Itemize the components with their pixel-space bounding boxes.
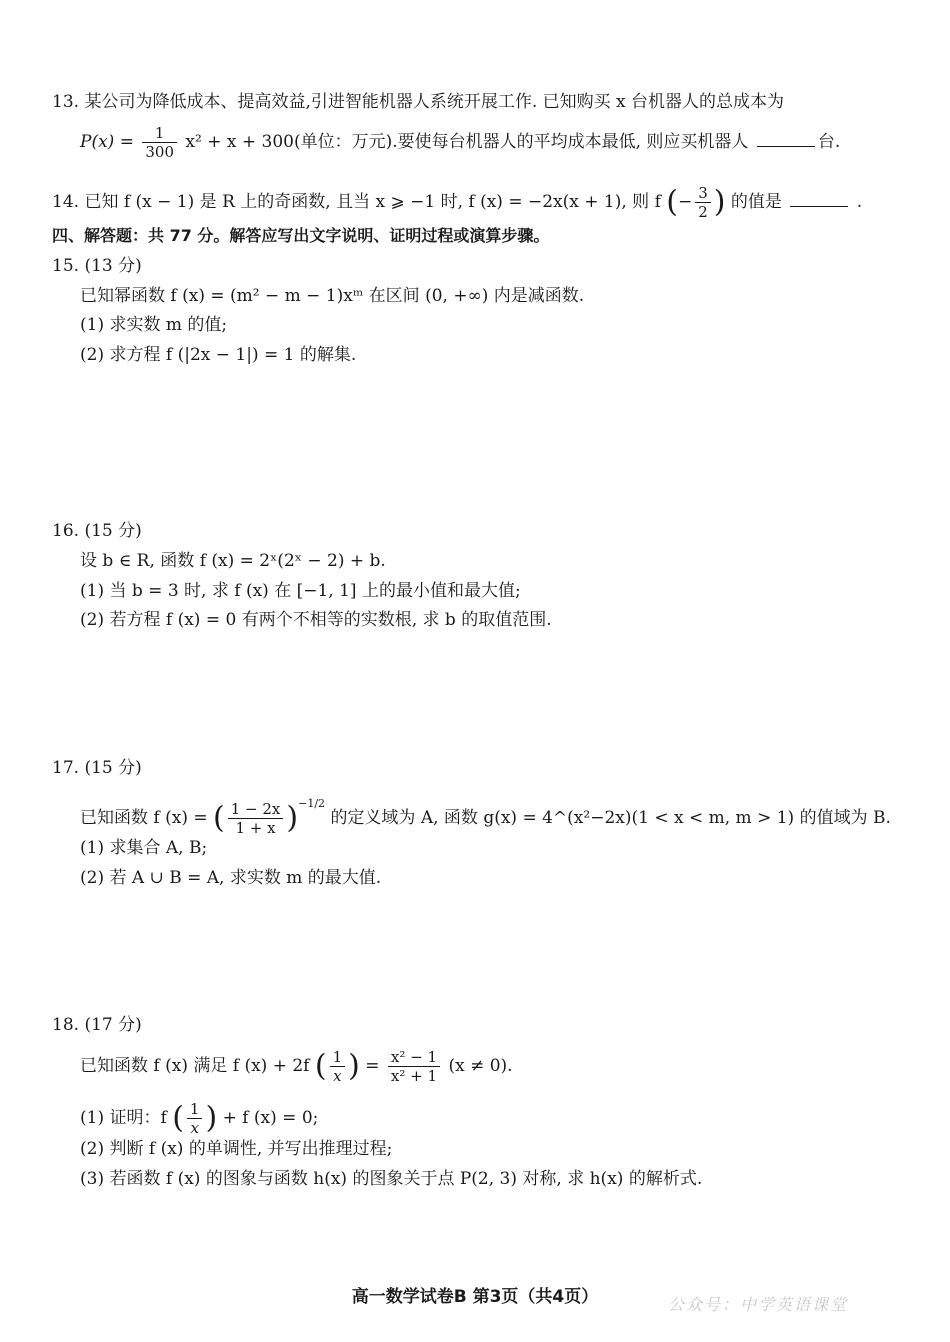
q18-head: 18. (17 分): [52, 1015, 142, 1035]
q14-paren-open: (: [666, 184, 678, 220]
q14-frac-den: 2: [698, 203, 708, 221]
q16-head: 16. (15 分): [52, 521, 142, 541]
q13-lhs: P(x) =: [80, 132, 134, 152]
q13-frac-den: 300: [145, 143, 174, 161]
q17-paren-open: (: [213, 800, 225, 836]
q14-frac-num: 3: [695, 184, 711, 203]
q13-rhs: x² + x + 300(单位：万元).要使每台机器人的平均成本最低, 则应买机器人: [185, 132, 749, 152]
q13-fraction: [142, 124, 177, 161]
q13-line2: [80, 124, 840, 161]
q14-answer-blank: [790, 190, 848, 207]
q18-p1-frac-num: 1: [187, 1100, 203, 1119]
q18-frac1-num: 1: [330, 1048, 346, 1067]
q17-paren-close: ): [286, 800, 299, 836]
q17-part1: (1) 求集合 A, B;: [80, 838, 208, 858]
q15-part1: (1) 求实数 m 的值;: [80, 315, 228, 335]
q15-stem: 已知幂函数 f (x) = (m² − m − 1)xᵐ 在区间 (0, +∞) 内是减函数.: [80, 286, 585, 306]
q17-stem: [80, 792, 891, 837]
q14-frac-sign: −: [678, 192, 693, 212]
q13-answer-blank: [757, 130, 815, 147]
q18-frac2-num: x² − 1: [388, 1048, 440, 1067]
q18-stem: [80, 1048, 513, 1085]
watermark: 公众号：中学英语课堂: [668, 1295, 849, 1314]
q17-frac-num: 1 − 2x: [228, 800, 284, 819]
q18-part1: [80, 1100, 318, 1137]
q16-part2: (2) 若方程 f (x) = 0 有两个不相等的实数根, 求 b 的取值范围.: [80, 610, 552, 630]
q13-line1: 13. 某公司为降低成本、提高效益,引进智能机器人系统开展工作. 已知购买 x 台机器人的总成本为: [52, 92, 785, 112]
q14-tail: 的值是: [730, 192, 782, 212]
q17-head: 17. (15 分): [52, 758, 142, 778]
q17-exponent: −1/2: [298, 797, 326, 810]
q13-tail: 台.: [817, 132, 841, 152]
q18-frac1-den: x: [333, 1067, 342, 1085]
q14-text: 14. 已知 f (x − 1) 是 R 上的奇函数, 且当 x ⩾ −1 时, f (x) = −2x(x + 1), 则 f: [52, 192, 661, 212]
q18-part3: (3) 若函数 f (x) 的图象与函数 h(x) 的图象关于点 P(2, 3) 对称, 求 h(x) 的解析式.: [80, 1169, 703, 1189]
q15-part2: (2) 求方程 f (|2x − 1|) = 1 的解集.: [80, 345, 357, 365]
q18-eq: =: [365, 1056, 380, 1076]
q17-stem-a: 已知函数 f (x) =: [80, 808, 208, 828]
q16-part1: (1) 当 b = 3 时, 求 f (x) 在 [−1, 1] 上的最小值和最大值;: [80, 581, 521, 601]
q18-fraction2: [388, 1048, 440, 1085]
section-heading: 四、解答题：共 77 分。解答应写出文字说明、证明过程或演算步骤。: [52, 226, 550, 245]
q18-p1-b: + f (x) = 0;: [222, 1108, 319, 1128]
q17-fraction: [228, 800, 284, 837]
q18-frac2-den: x² + 1: [390, 1067, 438, 1085]
q18-stem-b: (x ≠ 0).: [448, 1056, 513, 1076]
q18-paren-open: (: [314, 1048, 327, 1084]
q14-end: .: [856, 192, 863, 212]
q16-stem: 设 b ∈ R, 函数 f (x) = 2ˣ(2ˣ − 2) + b.: [80, 551, 386, 571]
q18-p1-a: (1) 证明：f: [80, 1108, 167, 1128]
q14-paren-close: ): [713, 184, 726, 220]
q18-p1-paren-close: ): [205, 1100, 218, 1136]
q18-p1-paren-open: (: [172, 1100, 184, 1136]
q13-frac-num: 1: [142, 124, 177, 143]
q14-fraction: [695, 184, 711, 221]
q14-line: [52, 184, 862, 221]
q18-paren-close: ): [348, 1048, 360, 1084]
q18-stem-a: 已知函数 f (x) 满足 f (x) + 2f: [80, 1056, 310, 1076]
q15-head: 15. (13 分): [52, 256, 142, 276]
q18-fraction1: [330, 1048, 346, 1085]
page-footer: 高一数学试卷B 第3页（共4页）: [351, 1287, 599, 1307]
q18-p1-frac-den: x: [190, 1119, 199, 1137]
q18-part2: (2) 判断 f (x) 的单调性, 并写出推理过程;: [80, 1139, 393, 1159]
q17-frac-den: 1 + x: [235, 819, 276, 837]
q18-p1-fraction: [187, 1100, 203, 1137]
q17-stem-b: 的定义域为 A, 函数 g(x) = 4^(x²−2x)(1 < x < m, m > 1) 的值域为 B.: [330, 808, 891, 828]
q17-part2: (2) 若 A ∪ B = A, 求实数 m 的最大值.: [80, 868, 382, 888]
